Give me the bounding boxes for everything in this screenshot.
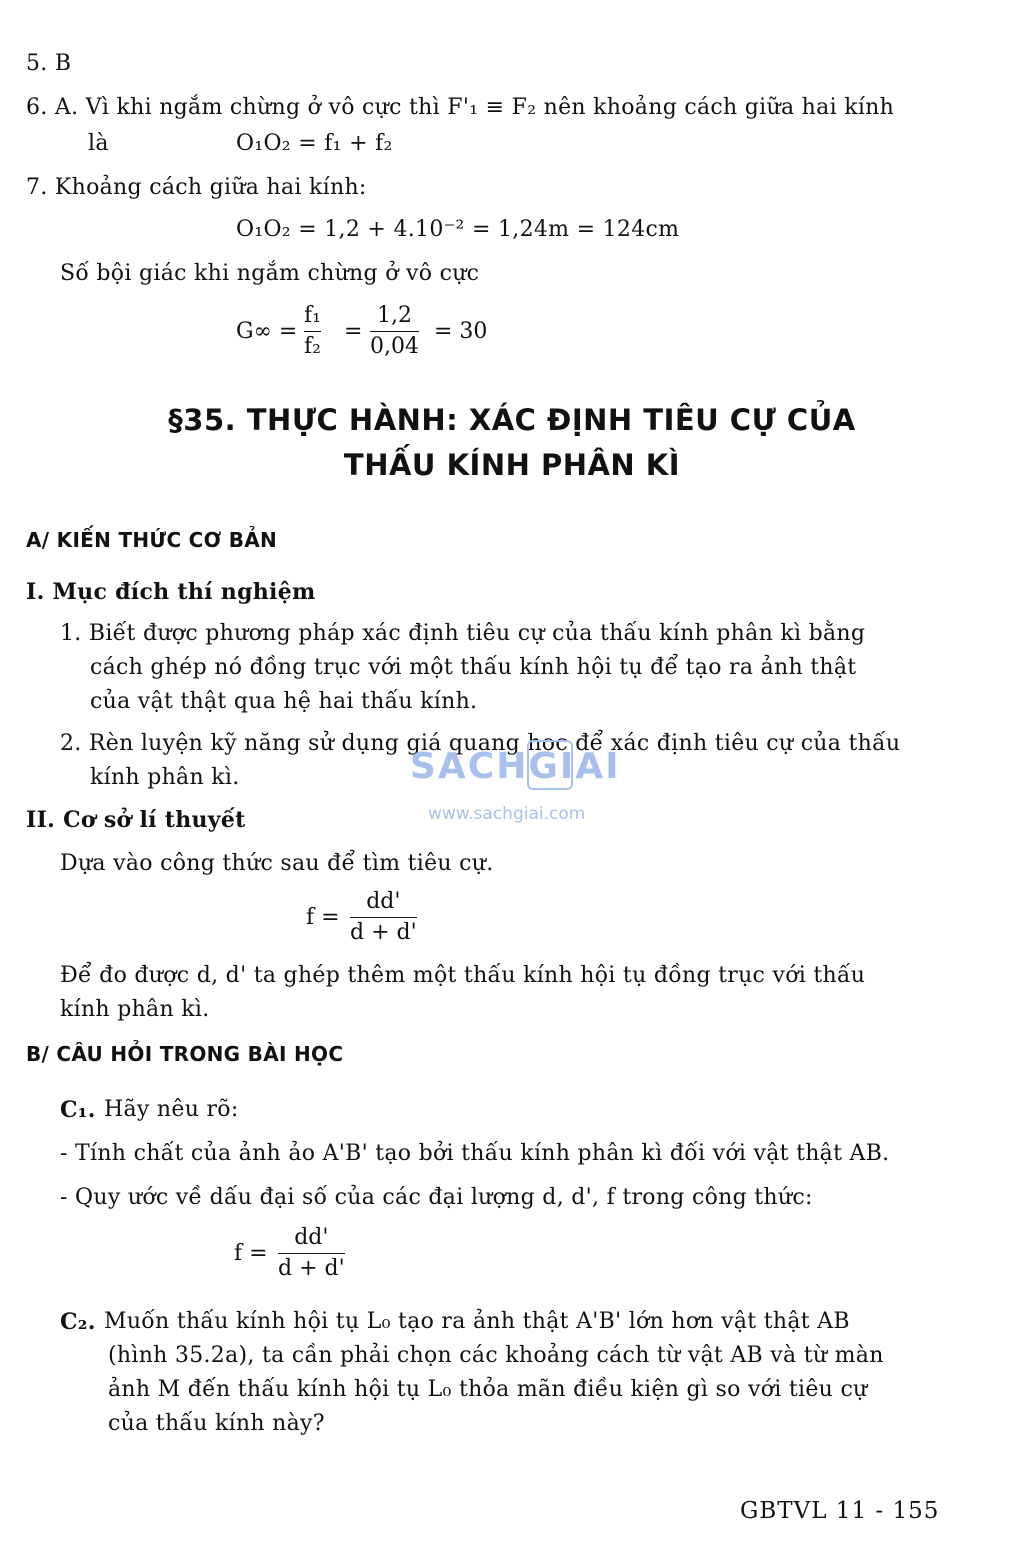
question-c2-line-3: ảnh M đến thấu kính hội tụ L₀ thỏa mãn điều kiện gì so với tiêu cự (108, 1377, 868, 1402)
question-c1-text: Hãy nêu rõ: (104, 1097, 239, 1122)
question-c2-line-1: Muốn thấu kính hội tụ L₀ tạo ra ảnh thật A'B' lớn hơn vật thật AB (104, 1309, 850, 1334)
theory-line-2: Để đo được d, d' ta ghép thêm một thấu kính hội tụ đồng trục với thấu (60, 963, 866, 988)
focal-denominator: d + d' (350, 920, 417, 945)
answer-6-line-2: là (88, 131, 109, 156)
question-c2-line-2: (hình 35.2a), ta cần phải chọn các khoảng cách từ vật AB và từ màn (108, 1343, 884, 1368)
section-a-heading: A/ KIẾN THỨC CƠ BẢN (26, 528, 278, 552)
part-i-heading: I. Mục đích thí nghiệm (26, 579, 316, 605)
lesson-title-line-2: THẤU KÍNH PHÂN KÌ (343, 448, 681, 482)
focal-formula-lhs: f = (306, 905, 340, 930)
question-c1-bullet-1: - Tính chất của ảnh ảo A'B' tạo bởi thấu kính phân kì đối với vật thật AB. (60, 1141, 890, 1166)
answer-6-formula: O₁O₂ = f₁ + f₂ (236, 131, 393, 156)
lesson-title-line-1: §35. THỰC HÀNH: XÁC ĐỊNH TIÊU CỰ CỦA (168, 403, 856, 437)
fraction-bar (304, 331, 321, 332)
g-numerator-2: 1,2 (376, 303, 412, 328)
question-c1-bullet-2: - Quy ước về dấu đại số của các đại lượng d, d', f trong công thức: (60, 1185, 813, 1210)
fraction-bar (370, 331, 419, 332)
g-denominator-2: 0,04 (370, 334, 419, 359)
question-c2-line-4: của thấu kính này? (108, 1411, 325, 1436)
focal-fraction (350, 888, 417, 947)
g-formula-equals: = (344, 319, 363, 344)
item-2-line-1: 2. Rèn luyện kỹ năng sử dụng giá quang học để xác định tiêu cự của thấu (60, 731, 901, 756)
question-c2-label: C₂. (60, 1309, 96, 1335)
page-footer: GBTVL 11 - 155 (740, 1498, 940, 1524)
focal-formula-2-lhs: f = (234, 1241, 268, 1266)
g-formula-lhs: G∞ = (236, 319, 298, 344)
answer-7-formula: O₁O₂ = 1,2 + 4.10⁻² = 1,24m = 124cm (236, 217, 680, 242)
fraction-bar (350, 917, 417, 918)
answer-7-line-1: 7. Khoảng cách giữa hai kính: (26, 175, 367, 200)
watermark-url: www.sachgiai.com (428, 804, 586, 824)
answer-5: 5. B (26, 51, 72, 76)
watermark-brand: SACHGIAI (410, 746, 621, 787)
item-1-line-3: của vật thật qua hệ hai thấu kính. (90, 689, 478, 714)
fraction-bar (278, 1253, 345, 1254)
answer-6-line-1: 6. A. Vì khi ngắm chừng ở vô cực thì F'₁ ≡ F₂ nên khoảng cách giữa hai kính (26, 95, 895, 120)
item-1-line-2: cách ghép nó đồng trục với một thấu kính hội tụ để tạo ra ảnh thật (90, 655, 857, 680)
focal-denominator-2: d + d' (278, 1256, 345, 1281)
section-b-heading: B/ CÂU HỎI TRONG BÀI HỌC (26, 1042, 344, 1066)
focal-numerator-2: dd' (294, 1225, 329, 1250)
g-fraction-2 (370, 302, 419, 361)
part-ii-heading: II. Cơ sở lí thuyết (26, 807, 246, 833)
g-formula-result: = 30 (434, 319, 488, 344)
focal-fraction-2 (278, 1224, 345, 1283)
theory-line-3: kính phân kì. (60, 997, 210, 1022)
item-2-line-2: kính phân kì. (90, 765, 240, 790)
g-numerator-1: f₁ (304, 303, 321, 328)
g-denominator-1: f₂ (304, 334, 321, 359)
item-1-line-1: 1. Biết được phương pháp xác định tiêu cự của thấu kính phân kì bằng (60, 621, 866, 646)
answer-7-line-3: Số bội giác khi ngắm chừng ở vô cực (60, 261, 480, 286)
focal-numerator: dd' (366, 889, 401, 914)
question-c1-label: C₁. (60, 1097, 96, 1123)
theory-line-1: Dựa vào công thức sau để tìm tiêu cự. (60, 851, 494, 876)
g-fraction-1 (304, 302, 321, 361)
